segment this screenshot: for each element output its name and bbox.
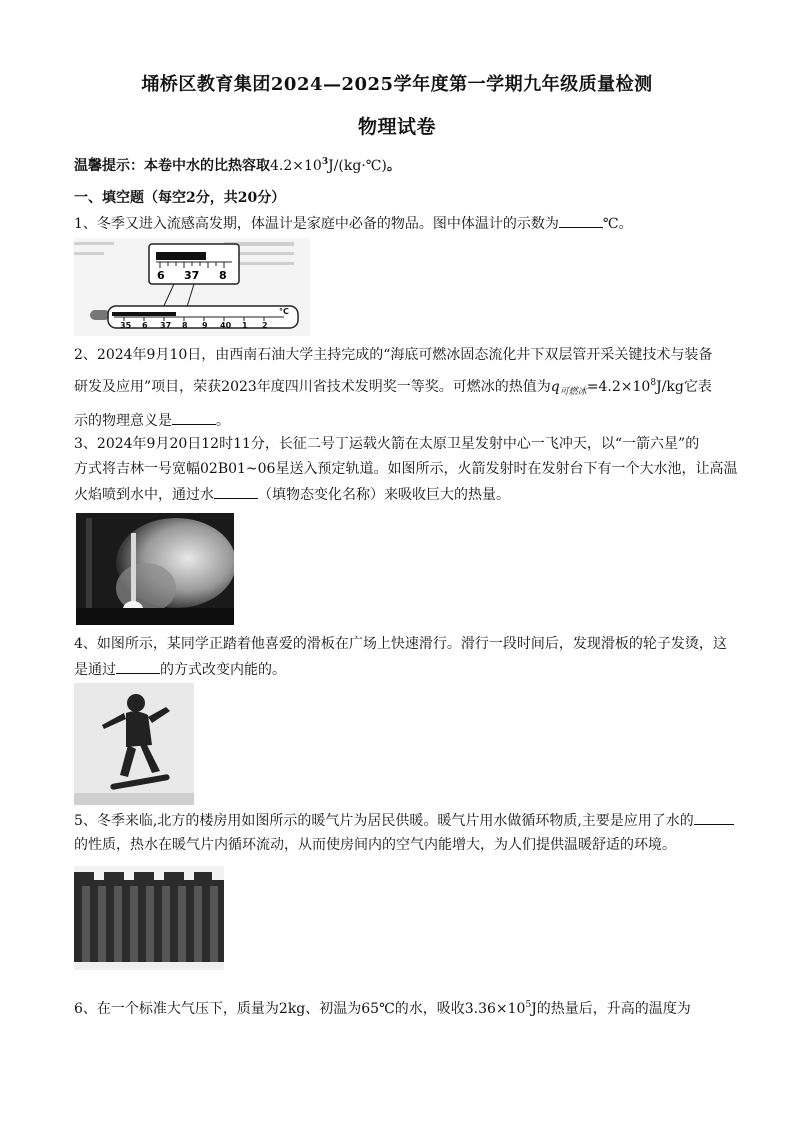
scale-label-6: 1 bbox=[242, 321, 248, 330]
q2-q-sub: 可燃冰 bbox=[559, 387, 587, 397]
scale-label-3: 8 bbox=[182, 321, 188, 330]
q5-line-1-text: 5、冬季来临,北方的楼房用如图所示的暖气片为居民供暖。暖气片用水做循环物质,主要是应用了水的 bbox=[74, 813, 694, 829]
q4-line-1: 4、如图所示，某同学正踏着他喜爱的滑板在广场上快速滑行。滑行一段时间后，发现滑板的轮子发烫，这 bbox=[74, 636, 727, 652]
scale-label-4: 9 bbox=[202, 321, 208, 330]
q3-line-3-end: （填物态变化名称）来吸收巨大的热量。 bbox=[258, 487, 510, 503]
tip-value: 4.2×10 bbox=[270, 158, 322, 174]
question-1 bbox=[74, 213, 724, 234]
q1-text: 1、冬季又进入流感高发期，体温计是家庭中必备的物品。图中体温计的示数为 bbox=[74, 216, 559, 232]
q4-answer-blank[interactable] bbox=[116, 659, 160, 674]
q6-text-end: J的热量后，升高的温度为 bbox=[531, 1001, 691, 1017]
section-heading: 一、填空题（每空2分，共20分） bbox=[74, 190, 286, 206]
skateboard-image bbox=[74, 683, 194, 805]
tip-unit: J/(kg·℃) bbox=[328, 158, 387, 174]
q2-line-3-text: 示的物理意义是 bbox=[74, 413, 172, 429]
q6-exp: 5 bbox=[525, 1000, 532, 1010]
q5-answer-blank[interactable] bbox=[694, 810, 734, 825]
rocket-launch-image bbox=[76, 513, 234, 625]
scale-label-2: 37 bbox=[160, 321, 172, 330]
question-6 bbox=[74, 995, 724, 1019]
tip-label: 温馨提示：本卷中水的比热容取 bbox=[74, 158, 270, 174]
tip-end: 。 bbox=[386, 158, 401, 174]
scale-label-5: 40 bbox=[220, 321, 232, 330]
thermometer-illustration bbox=[74, 238, 310, 336]
radiator-image bbox=[74, 866, 224, 970]
q4-line-2 bbox=[74, 659, 724, 680]
q2-line-3 bbox=[74, 410, 724, 431]
tip-exp: 3 bbox=[321, 157, 329, 167]
q2-q-symbol: q bbox=[550, 379, 560, 395]
q4-line-2-text: 是通过 bbox=[74, 662, 116, 678]
scale-label-1: 6 bbox=[142, 321, 148, 330]
q6-value: 3.36×10 bbox=[464, 1001, 526, 1017]
q5-line-1 bbox=[74, 810, 724, 831]
q2-line-2-text: 研发及应用”项目，荣获2023年度四川省技术发明奖一等奖。可燃冰的热值为 bbox=[74, 379, 551, 395]
q2-unit: J/kg它表 bbox=[656, 379, 712, 395]
q2-line-1: 2、2024年9月10日，由西南石油大学主持完成的“海底可燃冰固态流化井下双层管开采关键技术与装备 bbox=[74, 347, 713, 363]
q6-text: 6、在一个标准大气压下，质量为2kg、初温为65℃的水，吸收 bbox=[74, 1001, 465, 1017]
zoom-label-1: 37 bbox=[184, 269, 200, 282]
skateboard-photo bbox=[74, 683, 194, 805]
tip-line bbox=[74, 152, 724, 176]
q5-line-2: 的性质，热水在暖气片内循环流动，从而使房间内的空气内能增大，为人们提供温暖舒适的环境。 bbox=[74, 837, 676, 853]
q3-line-3 bbox=[74, 484, 724, 505]
q3-line-2: 方式将吉林一号宽幅02B01~06星送入预定轨道。如图所示，火箭发射时在发射台下有一个大水池，让高温 bbox=[74, 461, 738, 477]
zoom-label-0: 6 bbox=[157, 269, 165, 282]
zoom-label-2: 8 bbox=[219, 269, 227, 282]
q2-line-3-end: 。 bbox=[216, 413, 230, 429]
scale-label-0: 35 bbox=[120, 321, 132, 330]
q2-line-2 bbox=[74, 373, 724, 402]
q1-answer-blank[interactable] bbox=[559, 213, 603, 228]
q4-line-2-end: 的方式改变内能的。 bbox=[160, 662, 286, 678]
rocket-launch-photo bbox=[76, 513, 234, 625]
q1-after: ℃。 bbox=[602, 216, 633, 232]
q3-answer-blank[interactable] bbox=[214, 484, 258, 499]
q3-line-1: 3、2024年9月20日12时11分，长征二号丁运载火箭在太原卫星发射中心一飞冲天，以“一箭六星”的 bbox=[74, 436, 700, 452]
q2-answer-blank[interactable] bbox=[172, 410, 216, 425]
thermometer-figure bbox=[74, 238, 310, 336]
scale-label-7: 2 bbox=[262, 321, 268, 330]
scale-unit: °C bbox=[279, 307, 289, 316]
radiator-photo bbox=[74, 866, 224, 970]
exam-subtitle: 物理试卷 bbox=[357, 116, 436, 138]
q3-line-3-text: 火焰喷到水中，通过水 bbox=[74, 487, 214, 503]
q2-exp: 8 bbox=[650, 378, 657, 388]
q2-value: =4.2×10 bbox=[586, 379, 651, 395]
exam-title: 埇桥区教育集团2024—2025学年度第一学期九年级质量检测 bbox=[141, 74, 653, 95]
